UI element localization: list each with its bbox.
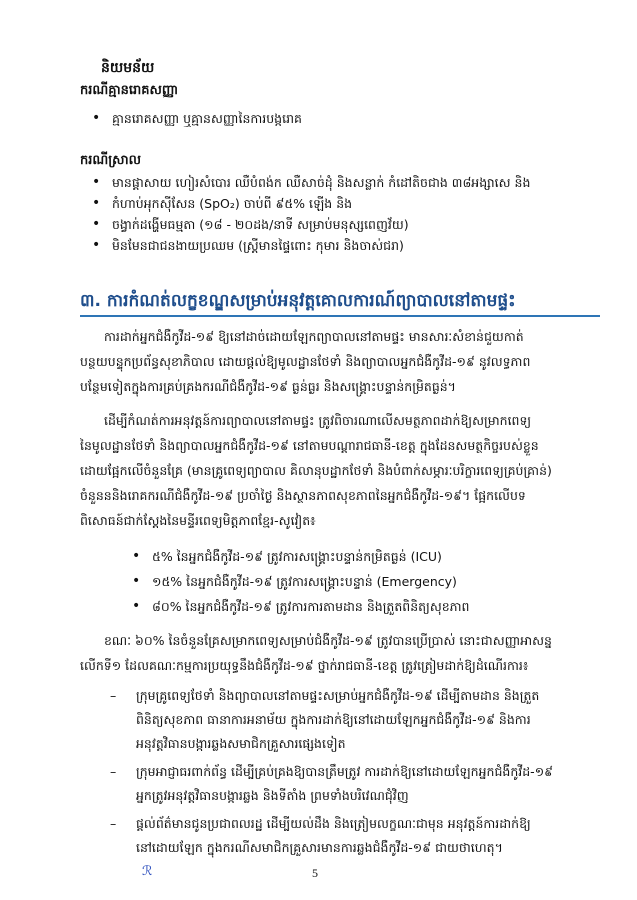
list-line: – ក្រុមគ្រូពេទ្យថែទាំ និងព្យាបាលនៅតាមផ្ទះសម្រាប់អ្នកជំងឺកូវីដ-១៩ ដើម្បីតាមដាន និងត្រួត [136, 688, 540, 703]
list-line: – ក្រុមអាជ្ញាធរពាក់ព័ន្ធ ដើម្បីគ្រប់គ្រងឱ្យបានត្រឹមត្រូវ ការដាក់ឱ្យនៅដោយឡែកអ្នកជំងឺកូវីដ-១៩ [136, 764, 553, 779]
asymptomatic-list [88, 108, 302, 129]
list-item [110, 760, 600, 808]
paragraph-line: បន្ថយបន្ទុកប្រព័ន្ធសុខាភិបាល ដោយផ្តល់ឱ្យមូលដ្ឋានថែទាំ និងព្យាបាលអ្នកជំងឺកូវីដ-១៩ នូវលទ្ធភាព [80, 354, 531, 369]
list-line: ពិនិត្យសុខភាព ធានាការអនាម័យ ក្នុងការដាក់ឱ្យនៅដោយឡែកអ្នកជំងឺកូវីដ-១៩ និងការ [136, 712, 531, 727]
percent-list [128, 544, 470, 619]
list-line: – ផ្តល់ព័ត៌មានជូនប្រជាពលរដ្ឋ ដើម្បីយល់ដឹង និងត្រៀមលក្ខណៈជាមុន អនុវត្តន៍ការដាក់ឱ្យ [136, 816, 531, 831]
list-item: • ៨០% នៃអ្នកជំងឺកូវីដ-១៩ ត្រូវការការតាមដាន និងត្រួតពិនិត្យសុខភាព [128, 594, 470, 619]
paragraph-1 [80, 324, 600, 399]
paragraph-line: បន្ថែមទៀតក្នុងការគ្រប់គ្រងករណីជំងឺកូវីដ-១៩ ធ្ងន់ធ្ងរ និងសង្គ្រោះបន្ទាន់កម្រិតធ្ងន់។ [80, 379, 456, 394]
paragraph-line: ដោយផ្អែកលើចំនួនគ្រែ (មានគ្រូពេទ្យព្យាបាល គិលានុបដ្ឋាកថែទាំ និងបំពាក់សម្ភារៈបរិក្ខារពេទ្យគ្រប់គ្រាន់) [80, 463, 552, 478]
paragraph-line: ខណៈ ៦០% នៃចំនួនគ្រែសម្រាកពេទ្យសម្រាប់ជំងឺកូវីដ-១៩ ត្រូវបានប្រើប្រាស់ នោះជាសញ្ញាអាសន្ន [104, 633, 552, 648]
dash-list [110, 684, 600, 888]
paragraph-line: ដើម្បីកំណត់ការអនុវត្តន៍ការព្យាបាលនៅតាមផ្ទះ ត្រូវពិចារណាលើសមត្ថភាពដាក់ឱ្យសម្រាកពេទ្យ [104, 413, 532, 428]
paragraph-line: ការដាក់អ្នកជំងឺកូវីដ-១៩ ឱ្យនៅដាច់ដោយឡែកព្យាបាលនៅតាមផ្ទះ មានសារៈសំខាន់ជួយកាត់ [104, 329, 524, 344]
paragraph-line: ចំនួនននិងរោគករណីជំងឺកូវីដ-១៩ ប្រចាំថ្ងៃ និងស្ថានភាពសុខភាពនៃអ្នកជំងឺកូវីដ-១៩។ ផ្អែកលើបទ [80, 488, 526, 503]
paragraph-3 [80, 628, 600, 678]
list-item: • មានផ្តាសាយ ហៀរសំបោរ ឈឺបំពង់ក ឈឺសាច់ដុំ និងសន្លាក់ កំដៅតិចជាង ៣៨អង្សាសេ និង [88, 172, 530, 193]
asymptomatic-heading: ករណីគ្មានរោគសញ្ញា [80, 83, 179, 98]
paragraph-line: ពិសោធន៍ជាក់ស្តែងនៃមន្ទីរពេទ្យមិត្តភាពខ្មែរ-សូវៀត៖ [80, 513, 316, 528]
list-item [110, 684, 600, 756]
definitions-title: និយមន័យ [101, 60, 155, 76]
list-line: អនុវត្តវិធានបង្ការឆ្លងសមាជិកគ្រួសារផ្សេងទៀត [136, 736, 346, 751]
heading-underline [80, 315, 600, 317]
list-item: • គ្មានរោគសញ្ញា ឬគ្មានសញ្ញានៃការបង្ករោគ [88, 108, 302, 129]
paragraph-line: នៃមូលដ្ឋានថែទាំ និងព្យាបាលអ្នកជំងឺកូវីដ-១៩ នៅតាមបណ្តារាជធានី-ខេត្ត ក្នុងដែនសមត្ថកិច្ចរបស់ខ្លួន [80, 438, 539, 453]
list-line [136, 836, 600, 884]
list-line-text: នៅដោយឡែក ក្នុងករណីសមាជិកគ្រួសារមានការឆ្លងជំងឺកូវីដ-១៩ ជាយថាហេតុ។ [136, 840, 503, 855]
mild-list [88, 172, 530, 256]
page-number: 5 [312, 866, 318, 880]
list-line: អ្នកត្រូវអនុវត្តវិធានបង្ការឆ្លង និងទីតាំង ព្រមទាំងបរិវេណជុំវិញ [136, 788, 409, 803]
list-item: • ៥% នៃអ្នកជំងឺកូវីដ-១៩ ត្រូវការសង្គ្រោះបន្ទាន់កម្រិតធ្ងន់ (ICU) [128, 544, 470, 569]
list-item [110, 812, 600, 884]
list-item: • ១៥% នៃអ្នកជំងឺកូវីដ-១៩ ត្រូវការសង្គ្រោះបន្ទាន់ (Emergency) [128, 569, 470, 594]
paragraph-line: លើកទី១ ដែលគណៈកម្មការប្រយុទ្ធនឹងជំងឺកូវីដ-១៩ ថ្នាក់រាជធានី-ខេត្ត ត្រូវត្រៀមដាក់ឱ្យដំណើរការ៖ [80, 658, 529, 673]
handwritten-initial: ℛ [142, 864, 153, 879]
section-heading: ៣. ការកំណត់លក្ខខណ្ឌសម្រាប់អនុវត្តគោលការណ៍ព្យាបាលនៅតាមផ្ទះ [80, 291, 516, 311]
list-item: • កំហាប់អុកស៊ីសែន (SpO₂) ចាប់ពី ៩៥% ឡើង និង [88, 193, 530, 214]
mild-heading: ករណីស្រាល [80, 153, 142, 168]
list-item: • ចង្វាក់ដង្ហើមធម្មតា (១៨ - ២០ដង/នាទី សម្រាប់មនុស្សពេញវ័យ) [88, 214, 530, 235]
list-item: • មិនមែនជាជនងាយប្រឈម (ស្ត្រីមានផ្ទៃពោះ កុមារ និងចាស់ជរា) [88, 235, 530, 256]
paragraph-2 [80, 408, 600, 533]
